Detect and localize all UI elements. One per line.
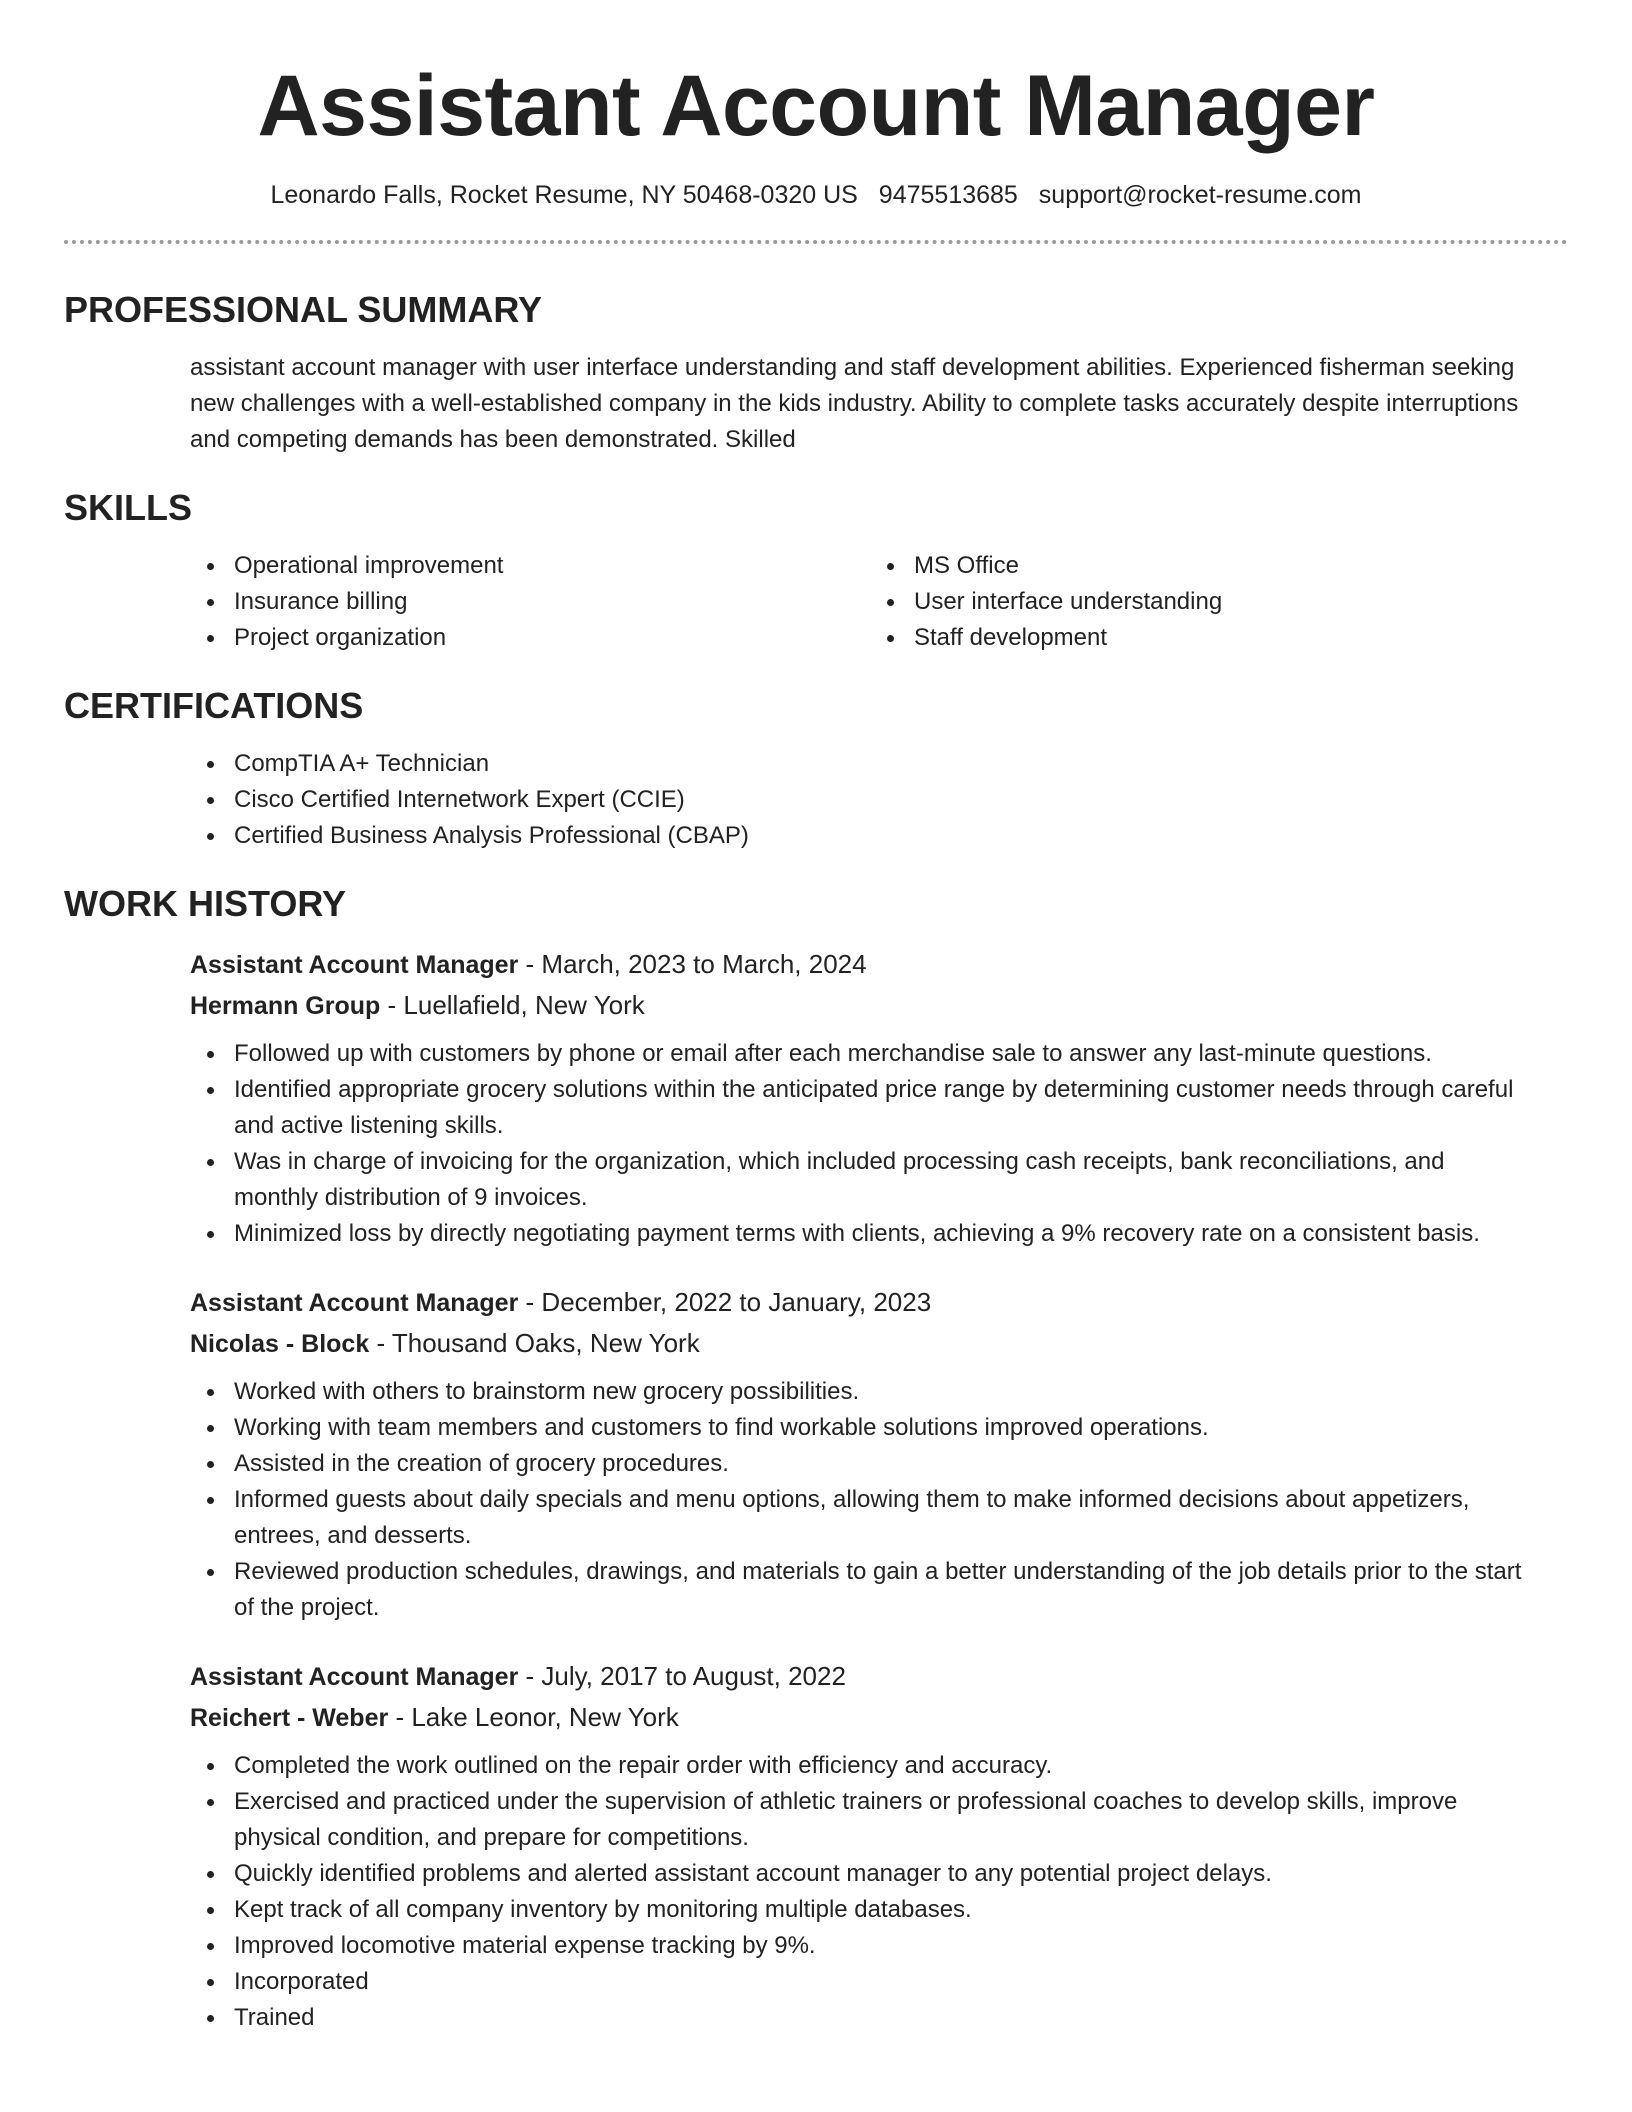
job-bullet: Kept track of all company inventory by monitoring multiple databases. — [190, 1892, 1532, 1928]
job-location: - Thousand Oaks, New York — [369, 1328, 700, 1358]
contact-address: Leonardo Falls, Rocket Resume, NY 50468-0320 US — [270, 181, 858, 209]
skills-column-right — [870, 548, 1550, 656]
job-bullet: Trained — [190, 2000, 1532, 2036]
job-bullets — [64, 1374, 1532, 1626]
job-dates: - March, 2023 to March, 2024 — [518, 949, 867, 979]
job-bullet: Completed the work outlined on the repair order with efficiency and accuracy. — [190, 1748, 1532, 1784]
job-bullet: Worked with others to brainstorm new grocery possibilities. — [190, 1374, 1532, 1410]
contact-email: support@rocket-resume.com — [1038, 181, 1362, 209]
section-title-certifications: CERTIFICATIONS — [64, 685, 364, 726]
job-role-line — [190, 944, 1532, 985]
job-bullets — [64, 1036, 1532, 1252]
section-title-work-history: WORK HISTORY — [64, 883, 347, 924]
job-entry — [190, 1656, 1568, 2036]
skills-grid — [190, 548, 1568, 656]
job-role: Assistant Account Manager — [190, 1289, 519, 1317]
job-bullets — [64, 1748, 1532, 2036]
skills-column-left — [190, 548, 870, 656]
job-role-line — [190, 1656, 1532, 1697]
skill-item: MS Office — [870, 548, 1550, 584]
job-bullet: Informed guests about daily specials and menu options, allowing them to make informed decisions about appetizers, entrees, and desserts. — [190, 1482, 1532, 1554]
skill-item: Insurance billing — [190, 584, 870, 620]
section-title-skills: SKILLS — [64, 487, 193, 528]
job-dates: - July, 2017 to August, 2022 — [518, 1661, 846, 1691]
job-company: Reichert - Weber — [190, 1704, 389, 1732]
job-bullet: Followed up with customers by phone or email after each merchandise sale to answer any last-minute questions. — [190, 1036, 1532, 1072]
certification-item: Cisco Certified Internetwork Expert (CCIE) — [190, 782, 1568, 818]
certification-item: Certified Business Analysis Professional (CBAP) — [190, 818, 1568, 854]
job-location: - Lake Leonor, New York — [388, 1702, 679, 1732]
job-bullet: Minimized loss by directly negotiating payment terms with clients, achieving a 9% recovery rate on a consistent basis. — [190, 1216, 1532, 1252]
job-company: Nicolas - Block — [190, 1330, 370, 1358]
job-company-line — [190, 1323, 1532, 1364]
job-bullet: Exercised and practiced under the supervision of athletic trainers or professional coaches to develop skills, improve physical condition, and prepare for competitions. — [190, 1784, 1532, 1856]
job-bullet: Was in charge of invoicing for the organization, which included processing cash receipts, bank reconciliations, and monthly distribution of 9 invoices. — [190, 1144, 1532, 1216]
resume-title: Assistant Account Manager — [257, 58, 1375, 154]
skill-item: User interface understanding — [870, 584, 1550, 620]
header-divider — [64, 240, 1568, 244]
job-bullet: Improved locomotive material expense tracking by 9%. — [190, 1928, 1532, 1964]
summary-text: assistant account manager with user interface understanding and staff development abilities. Experienced fisherman seeking new challenges with a well-established company in the kids industry. Ability to complete tasks accurately despite interruptions and competing demands has been demonstrated. Skilled — [190, 354, 1519, 453]
job-company-line — [190, 985, 1532, 1026]
job-bullet: Reviewed production schedules, drawings, and materials to gain a better understanding of the job details prior to the start of the project. — [190, 1554, 1532, 1626]
job-entry — [190, 1282, 1568, 1626]
certification-item: CompTIA A+ Technician — [190, 746, 1568, 782]
job-company-line — [190, 1697, 1532, 1738]
job-role: Assistant Account Manager — [190, 951, 519, 979]
contact-phone: 9475513685 — [878, 181, 1018, 209]
contact-line — [64, 178, 1568, 212]
job-company: Hermann Group — [190, 992, 381, 1020]
certifications-list — [190, 746, 1568, 854]
job-bullet: Quickly identified problems and alerted assistant account manager to any potential project delays. — [190, 1856, 1532, 1892]
section-title-summary: PROFESSIONAL SUMMARY — [64, 289, 543, 330]
skill-item: Staff development — [870, 620, 1550, 656]
job-bullet: Assisted in the creation of grocery procedures. — [190, 1446, 1532, 1482]
job-dates: - December, 2022 to January, 2023 — [518, 1287, 932, 1317]
job-bullet: Identified appropriate grocery solutions within the anticipated price range by determining customer needs through careful and active listening skills. — [190, 1072, 1532, 1144]
job-entry — [190, 944, 1568, 1252]
skill-item: Project organization — [190, 620, 870, 656]
job-bullet: Working with team members and customers to find workable solutions improved operations. — [190, 1410, 1532, 1446]
skill-item: Operational improvement — [190, 548, 870, 584]
job-role: Assistant Account Manager — [190, 1663, 519, 1691]
job-location: - Luellafield, New York — [380, 990, 645, 1020]
job-bullet: Incorporated — [190, 1964, 1532, 2000]
job-role-line — [190, 1282, 1532, 1323]
